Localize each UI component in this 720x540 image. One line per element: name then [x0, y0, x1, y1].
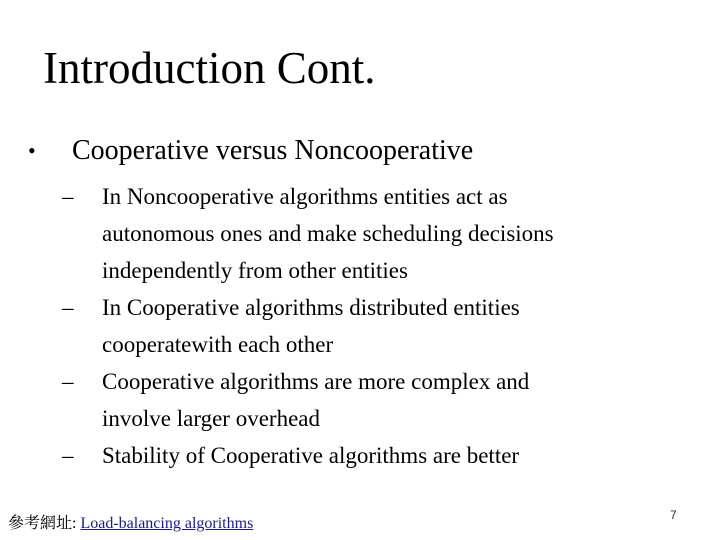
page-number: 7: [670, 508, 677, 522]
dash-marker: –: [62, 295, 74, 320]
sub-bullet-line: In Noncooperative algorithms entities act as: [102, 184, 508, 209]
dash-marker: –: [62, 184, 74, 209]
sub-bullet-line: Cooperative algorithms are more complex and: [102, 369, 530, 394]
sub-bullet-list: [62, 178, 682, 474]
sub-bullet-line: In Cooperative algorithms distributed entities: [102, 295, 520, 320]
sub-bullet-line: cooperatewith each other: [102, 332, 334, 357]
main-bullet-text: Cooperative versus Noncooperative: [72, 135, 474, 166]
dash-marker: –: [62, 369, 74, 394]
dash-marker: –: [62, 443, 74, 468]
reference-footer: [8, 513, 253, 535]
sub-bullet-line: involve larger overhead: [102, 406, 320, 431]
sub-bullet-line: Stability of Cooperative algorithms are better: [102, 443, 520, 468]
sub-bullet-item: [62, 437, 682, 474]
sub-bullet-line: autonomous ones and make scheduling decisions: [102, 221, 554, 246]
sub-bullet-item: [62, 363, 682, 437]
sub-bullet-item: [62, 178, 682, 289]
sub-bullet-line: independently from other entities: [102, 258, 408, 283]
sub-bullet-item: [62, 289, 682, 363]
slide-title: Introduction Cont.: [43, 43, 376, 93]
reference-prefix: 參考網址:: [8, 515, 77, 532]
bullet-marker: •: [28, 138, 36, 163]
reference-link[interactable]: Load-balancing algorithms: [80, 515, 254, 532]
